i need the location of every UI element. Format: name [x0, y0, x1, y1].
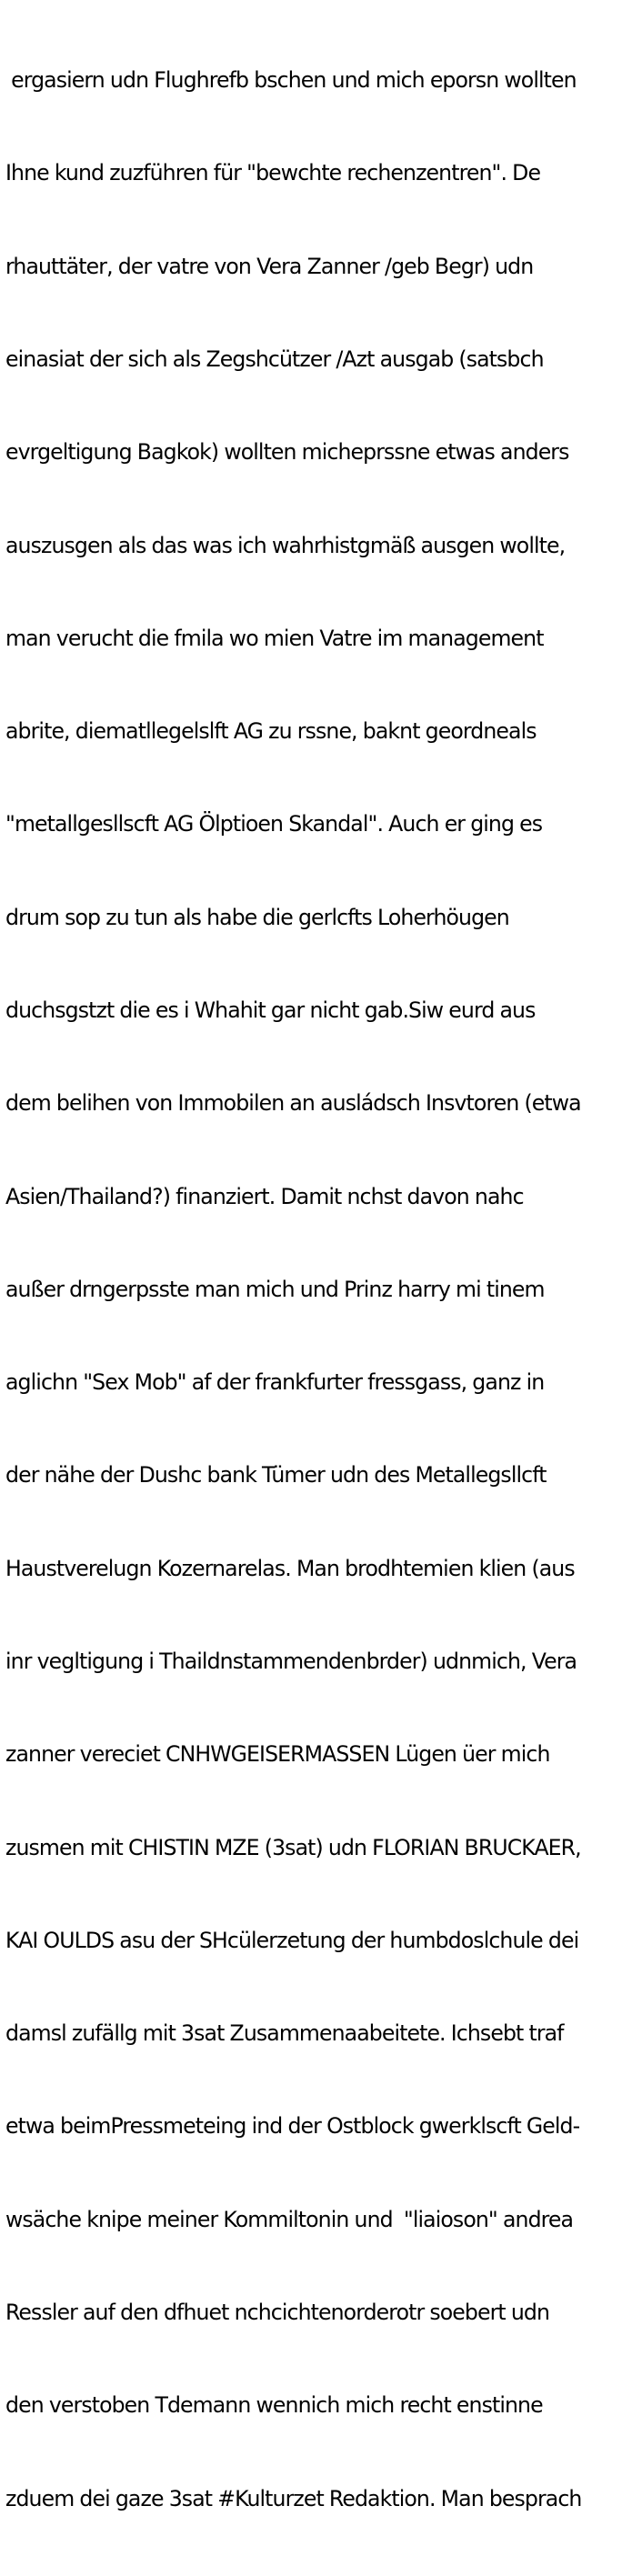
text-line: evrgeltigung Bagkok) wollten micheprssne etwas anders: [5, 439, 569, 466]
text-line: Haustverelugn Kozernarelas. Man brodhtemien klien (aus: [5, 1555, 575, 1581]
text-line: "metallgesllscft AG Ölptioen Skandal". Auch er ging es: [5, 811, 543, 837]
text-line: duchsgstzt die es i Whahit gar nicht gab.Siw eurd aus: [5, 997, 536, 1023]
text-line: außer drngerpsste man mich und Prinz harry mi tinem: [5, 1276, 545, 1302]
text-line: abrite, diematllegelslft AG zu rssne, baknt geordneals: [5, 718, 537, 745]
text-line: der nähe der Dushc bank Tümer udn des Metallegsllcft: [5, 1462, 547, 1488]
text-line: KAI OULDS asu der SHcülerzetung der humbdoslchule dei: [5, 1927, 579, 1953]
text-line: man verucht die fmila wo mien Vatre im management: [5, 625, 544, 651]
text-line: wsäche knipe meiner Kommiltonin und "liaioson" andrea: [5, 2206, 574, 2232]
text-line: Ihne kund zuzführen für "bewchte rechenzentren". De: [5, 160, 541, 186]
text-line: inr vegltigung i Thaildnstammendenbrder) udnmich, Vera: [5, 1648, 577, 1674]
text-line: den verstoben Tdemann wennich mich recht enstinne: [5, 2392, 543, 2419]
text-line: auszusgen als das was ich wahrhistgmäß ausgen wollte,: [5, 532, 566, 558]
text-line: ergasiern udn Flughrefb bschen und mich eporsn wollten: [5, 67, 577, 94]
text-line: aglichn "Sex Mob" af der frankfurter fressgass, ganz in: [5, 1369, 545, 1396]
text-line: zduem dei gaze 3sat #Kulturzet Redaktion. Man besprach: [5, 2485, 582, 2511]
text-line: dem belihen von Immobilen an ausládsch Insvtoren (etwa: [5, 1090, 581, 1117]
text-line: zusmen mit CHISTIN MZE (3sat) udn FLORIAN BRUCKAER,: [5, 1834, 581, 1860]
text-line: rhauttäter, der vatre von Vera Zanner /geb Begr) udn: [5, 253, 534, 279]
text-line: einasiat der sich als Zegshcützer /Azt ausgab (satsbch: [5, 346, 544, 373]
text-line: Asien/Thailand?) finanziert. Damit nchst davon nahc: [5, 1183, 524, 1209]
text-line: drum sop zu tun als habe die gerlcfts Loherhöugen: [5, 904, 509, 930]
text-line: damsl zufällg mit 3sat Zusammenaabeitete. Ichsebt traf: [5, 2020, 564, 2047]
body-text: [5, 3, 622, 2576]
text-line: zanner vereciet CNHWGEISERMASSEN Lügen üer mich: [5, 1741, 550, 1768]
text-line: etwa beimPressmeteing ind der Ostblock gwerklscft Geld-: [5, 2113, 580, 2140]
text-line: Ressler auf den dfhuet nchcichtenorderotr soebert udn: [5, 2299, 550, 2325]
